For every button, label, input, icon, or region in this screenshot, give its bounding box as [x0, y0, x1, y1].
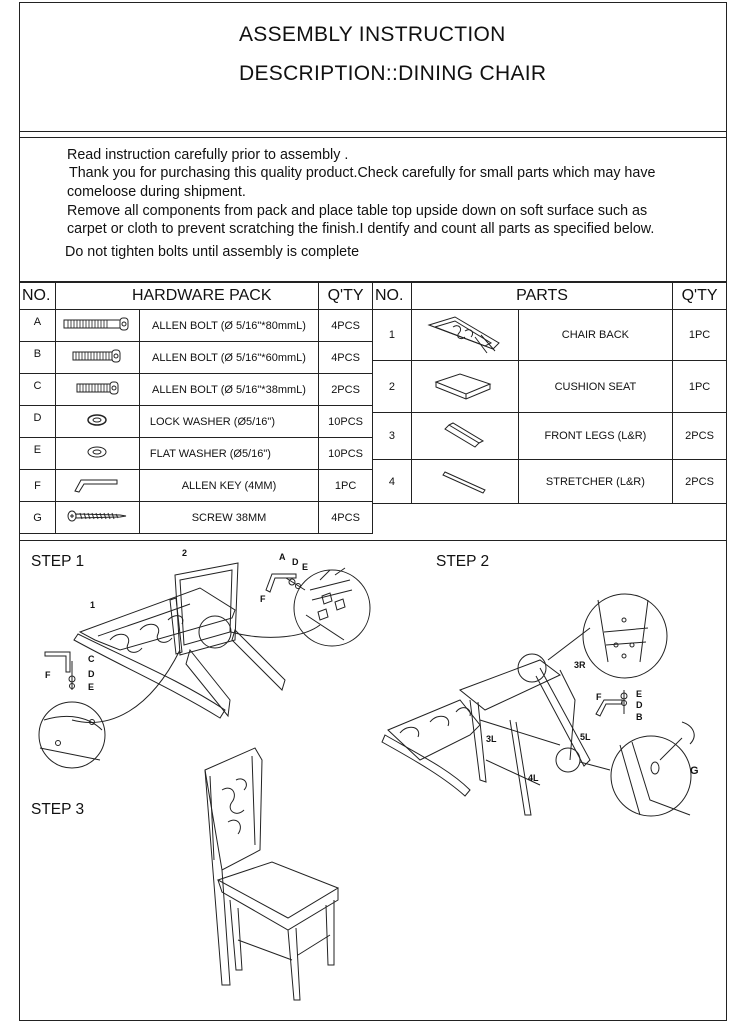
- item-desc: SCREW 38MM: [139, 502, 318, 534]
- intro-line-6: Do not tighten bolts until assembly is complete: [65, 244, 360, 260]
- step-1-chair-back-illustration: [74, 563, 320, 718]
- document-description: DESCRIPTION::DINING CHAIR: [239, 62, 547, 85]
- callout-5l: 5L: [580, 732, 591, 742]
- item-no: E: [20, 438, 56, 470]
- intro-line-3: comeloose during shipment.: [67, 184, 246, 200]
- item-desc: LOCK WASHER (Ø5/16"): [139, 406, 318, 438]
- part-desc: STRETCHER (L&R): [518, 460, 672, 504]
- item-no: A: [20, 310, 56, 342]
- parts-col-no: NO.: [373, 282, 412, 310]
- step-1-hardware-callout: [39, 650, 180, 768]
- item-desc: ALLEN BOLT (Ø 5/16"*80mmL): [139, 310, 318, 342]
- intro-line-5: carpet or cloth to prevent scratching the finish.I dentify and count all parts as specified below.: [67, 221, 655, 237]
- callout-d-top: D: [292, 557, 299, 567]
- step-2-label: STEP 2: [436, 553, 490, 570]
- item-desc: ALLEN KEY (4MM): [139, 470, 318, 502]
- item-qty: 1PC: [319, 470, 373, 502]
- callout-g: G: [690, 765, 699, 777]
- step-3-label: STEP 3: [31, 801, 85, 818]
- part-qty: 2PCS: [673, 460, 727, 504]
- callout-4l: 4L: [528, 773, 539, 783]
- intro-line-2: Thank you for purchasing this quality product.Check carefully for small parts which may have: [69, 165, 656, 181]
- part-qty: 1PC: [673, 310, 727, 361]
- parts-col-name: PARTS: [411, 282, 672, 310]
- callout-e-step2: E: [636, 689, 643, 699]
- step-3-chair-illustration: [205, 748, 338, 1000]
- item-qty: 4PCS: [319, 502, 373, 534]
- callout-f-step2: F: [596, 692, 602, 702]
- item-no: C: [20, 374, 56, 406]
- item-no: F: [20, 470, 56, 502]
- hardware-col-name: HARDWARE PACK: [55, 282, 318, 310]
- callout-3l: 3L: [486, 734, 497, 744]
- item-qty: 4PCS: [319, 310, 373, 342]
- part-no: 1: [373, 310, 412, 361]
- callout-e-top: E: [302, 562, 309, 572]
- intro-line-4: Remove all components from pack and place table top upside down on soft surface such as: [67, 203, 648, 219]
- callout-d: D: [88, 669, 95, 679]
- item-qty: 10PCS: [319, 406, 373, 438]
- item-desc: ALLEN BOLT (Ø 5/16"*60mmL): [139, 342, 318, 374]
- callout-e: E: [88, 682, 95, 692]
- part-desc: FRONT LEGS (L&R): [518, 413, 672, 460]
- document-title: ASSEMBLY INSTRUCTION: [239, 23, 506, 46]
- part-desc: CHAIR BACK: [518, 310, 672, 361]
- item-qty: 2PCS: [319, 374, 373, 406]
- part-desc: CUSHION SEAT: [518, 361, 672, 413]
- callout-part-1: 1: [90, 600, 96, 610]
- part-no: 3: [373, 413, 412, 460]
- item-no: G: [20, 502, 56, 534]
- callout-part-2: 2: [182, 548, 188, 558]
- callout-b-step2: B: [636, 712, 643, 722]
- step-1-label: STEP 1: [31, 553, 85, 570]
- item-no: B: [20, 342, 56, 374]
- item-no: D: [20, 406, 56, 438]
- item-desc: ALLEN BOLT (Ø 5/16"*38mmL): [139, 374, 318, 406]
- callout-d-step2: D: [636, 700, 643, 710]
- parts-col-qty: Q'TY: [673, 282, 727, 310]
- part-qty: 2PCS: [673, 413, 727, 460]
- part-no: 4: [373, 460, 412, 504]
- callout-f: F: [45, 670, 51, 680]
- callout-3r: 3R: [574, 660, 586, 670]
- callout-a: A: [279, 552, 286, 562]
- item-desc: FLAT WASHER (Ø5/16"): [139, 438, 318, 470]
- step-2-frame-illustration: [382, 628, 610, 815]
- part-qty: 1PC: [673, 361, 727, 413]
- intro-line-1: Read instruction carefully prior to assembly .: [67, 147, 349, 163]
- hardware-col-no: NO.: [20, 282, 56, 310]
- item-qty: 10PCS: [319, 438, 373, 470]
- callout-c: C: [88, 654, 95, 664]
- hardware-col-qty: Q'TY: [319, 282, 373, 310]
- item-qty: 4PCS: [319, 342, 373, 374]
- step-2-screw-callout: [611, 722, 694, 816]
- step-1-detail-callout: [266, 568, 370, 646]
- callout-f-top: F: [260, 594, 266, 604]
- part-no: 2: [373, 361, 412, 413]
